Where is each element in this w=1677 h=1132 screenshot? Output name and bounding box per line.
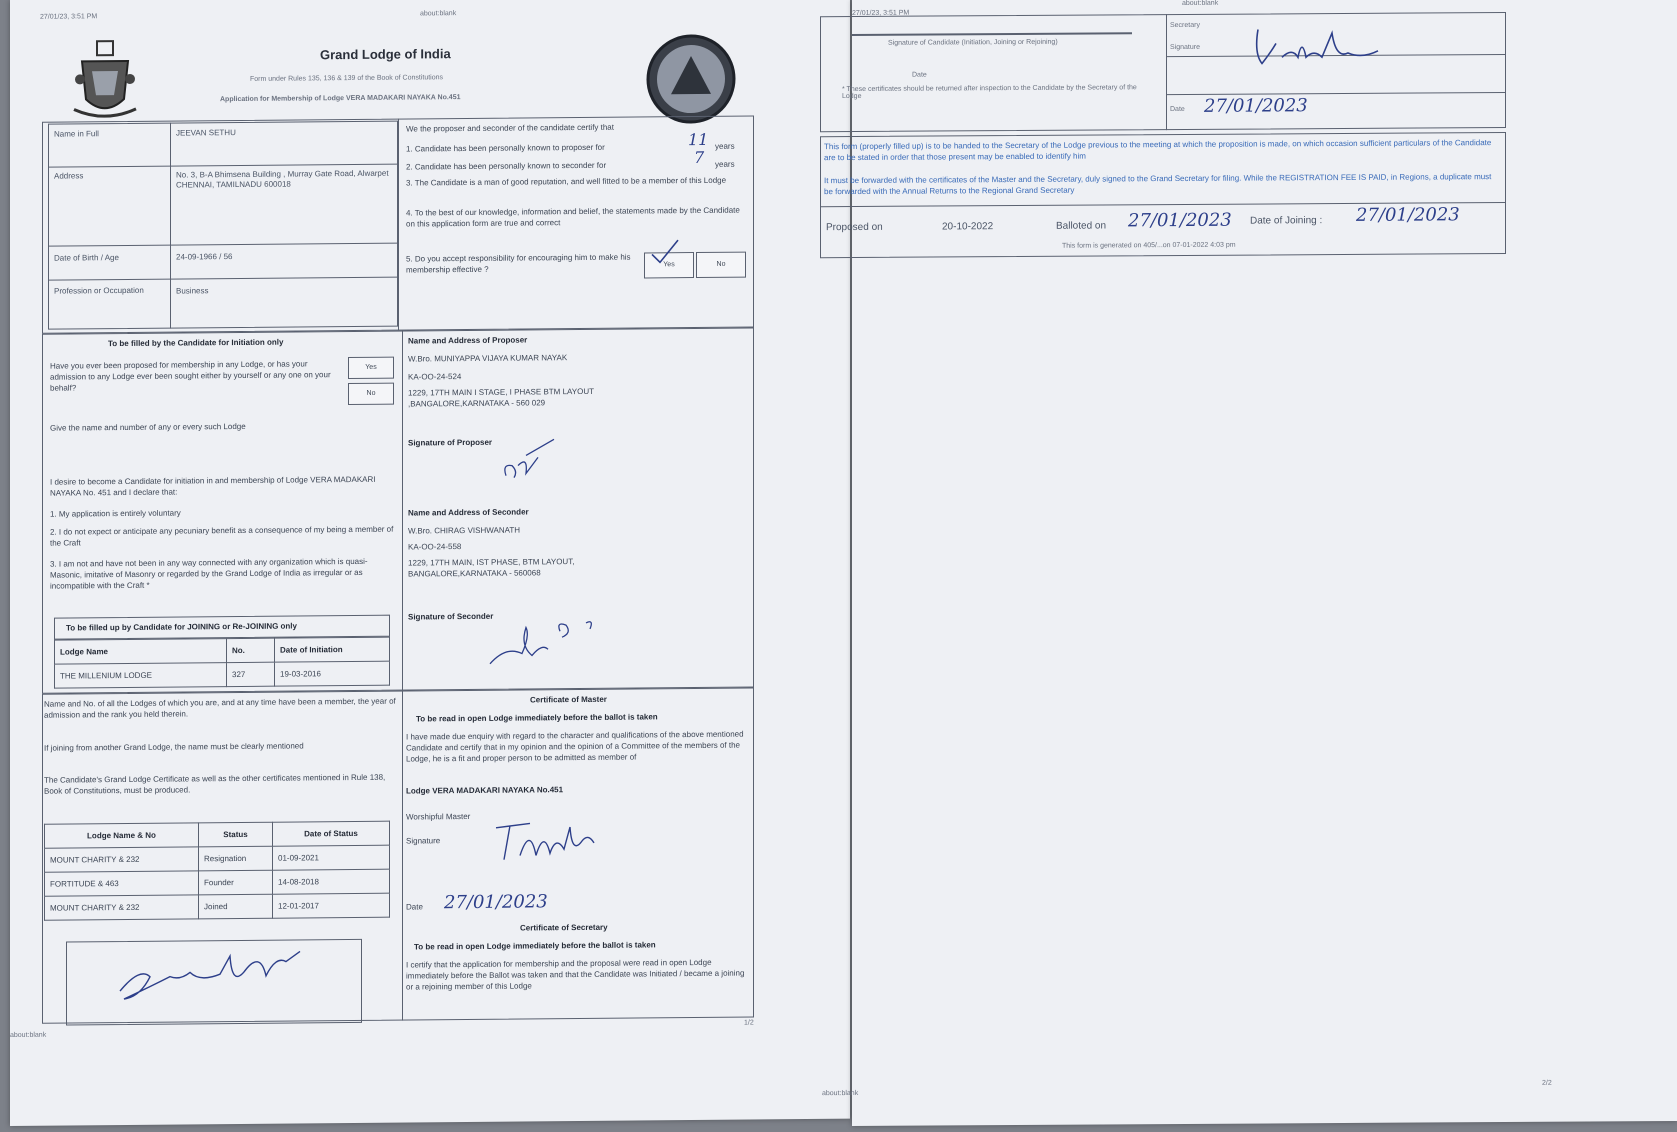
lodges-note-3: The Candidate's Grand Lodge Certificate as well as the other certificates mentioned in Rule 138, Book of Constitutions, must be produced. xyxy=(44,772,386,796)
worshipful-master-label: Worshipful Master xyxy=(406,811,471,822)
grand-lodge-seal-icon xyxy=(646,34,736,125)
table-row xyxy=(45,869,390,896)
joining-cell-no: 327 xyxy=(227,662,275,686)
certify-item-4: 4. To the best of our knowledge, information and belief, the statements made by the Candidate on this application form are true and correct xyxy=(406,205,740,229)
lodges-history-table xyxy=(44,821,390,921)
dob-value: 24-09-1966 / 56 xyxy=(176,252,233,262)
dob-label: Date of Birth / Age xyxy=(54,253,119,263)
secretary-date-label: Date xyxy=(1170,105,1185,114)
joining-col-lodge: Lodge Name xyxy=(55,639,227,665)
responsibility-yes-button[interactable]: Yes xyxy=(644,252,694,278)
seconder-heading: Name and Address of Seconder xyxy=(408,507,529,518)
balloted-on-label: Balloted on xyxy=(1056,220,1107,232)
secretary-date-value: 27/01/2023 xyxy=(1204,95,1308,117)
candidate-date-label: Date xyxy=(912,71,927,79)
history-col-lodge: Lodge Name & No xyxy=(45,823,199,848)
declaration-3: 3. I am not and have not been in any way connected with any organization which is quasi- Masonic, imitative of Masonry or regarded by the Grand Lodge of India as irregular or as incompatible with the Craft * xyxy=(50,556,368,591)
proposer-years-value: 11 xyxy=(688,129,709,150)
joining-cell-date: 19-03-2016 xyxy=(275,661,390,686)
history-cell-date: 12-01-2017 xyxy=(273,893,390,918)
proposer-signature-label: Signature of Proposer xyxy=(408,437,493,448)
responsibility-no-button[interactable]: No xyxy=(696,252,746,278)
prior-proposal-question: Have you ever been proposed for membership in any Lodge, or has your admission to any Lodge ever been sought either by yourself or any one on your behalf? xyxy=(50,359,331,393)
secretary-certificate-subheading: To be read in open Lodge immediately before the ballot is taken xyxy=(414,940,656,952)
secretary-signature-icon xyxy=(1252,23,1382,75)
master-certificate-subheading: To be read in open Lodge immediately before the ballot is taken xyxy=(416,712,658,724)
master-certificate-heading: Certificate of Master xyxy=(530,694,607,705)
form-title: Grand Lodge of India xyxy=(320,46,451,63)
master-date-value: 27/01/2023 xyxy=(444,891,548,914)
history-cell-date: 14-08-2018 xyxy=(273,869,390,894)
declaration-2: 2. I do not expect or anticipate any pecuniary benefit as a consequence of my being a member of the Craft xyxy=(50,524,394,548)
certify-item-5: 5. Do you accept responsibility for encouraging him to make his membership effective ? xyxy=(406,252,631,275)
give-lodge-name-instruction: Give the name and number of any or every such Lodge xyxy=(50,421,246,433)
seconder-signature-icon xyxy=(486,615,596,675)
seconder-id: KA-OO-24-558 xyxy=(408,542,462,552)
master-signature-label: Signature xyxy=(406,836,441,846)
history-cell-lodge: MOUNT CHARITY & 232 xyxy=(45,895,199,920)
joining-heading: To be filled up by Candidate for JOINING or Re-JOINING only xyxy=(66,621,297,633)
page-number: 2/2 xyxy=(1542,1079,1552,1087)
proposed-on-label: Proposed on xyxy=(826,221,883,234)
name-label: Name in Full xyxy=(54,129,99,139)
profession-value: Business xyxy=(176,286,209,296)
history-cell-status: Joined xyxy=(199,894,273,919)
table-row xyxy=(45,845,390,872)
seconder-address: 1229, 17TH MAIN, IST PHASE, BTM LAYOUT, BANGALORE,KARNATAKA - 560068 xyxy=(408,557,575,579)
address-value: No. 3, B-A Bhimsena Building , Murray Gate Road, Alwarpet CHENNAI, TAMILNADU 600018 xyxy=(176,168,389,190)
joining-cell-lodge: THE MILLENIUM LODGE xyxy=(55,663,227,689)
name-value: JEEVAN SETHU xyxy=(176,128,236,138)
certify-intro: We the proposer and seconder of the candidate certify that xyxy=(406,122,614,134)
footer-url: about:blank xyxy=(10,1031,47,1039)
balloted-on-value: 27/01/2023 xyxy=(1128,209,1232,232)
date-of-joining-label: Date of Joining : xyxy=(1250,215,1323,227)
date-of-joining-value: 27/01/2023 xyxy=(1356,204,1460,226)
secretary-signature-label: Signature xyxy=(1170,43,1200,52)
certify-item-3: 3. The Candidate is a man of good reputation, and well fitted to be a member of this Lodge xyxy=(406,175,727,188)
prior-proposal-no-button[interactable]: No xyxy=(348,383,394,405)
master-certificate-text: I have made due enquiry with regard to the character and qualifications of the above mentioned Candidate and certify that in my opinion and the opinion of a Committee of the members of the Lodge, he is a fit and proper person to be admitted as member of xyxy=(406,729,744,764)
candidate-signature-icon xyxy=(110,945,310,1012)
history-cell-status: Founder xyxy=(199,870,273,895)
address-label: Address xyxy=(54,171,84,181)
print-timestamp: 27/01/23, 3:51 PM xyxy=(852,9,910,17)
lodges-note-1: Name and No. of all the Lodges of which you are, and at any time have been a member, the year of admission and the rank you held therein. xyxy=(44,696,396,720)
history-cell-status: Resignation xyxy=(199,846,273,871)
joining-col-no: No. xyxy=(227,638,275,662)
master-signature-icon xyxy=(490,815,600,871)
master-certificate-lodge: Lodge VERA MADAKARI NAYAKA No.451 xyxy=(406,785,564,796)
proposer-id: KA-OO-24-524 xyxy=(408,372,462,382)
prior-proposal-yes-button[interactable]: Yes xyxy=(348,357,394,379)
seconder-years-value: 7 xyxy=(694,147,705,168)
yes-checkmark-icon xyxy=(650,238,680,269)
history-col-status: Status xyxy=(199,822,273,847)
form-page-1 xyxy=(10,0,850,1126)
secretary-label: Secretary xyxy=(1170,21,1200,30)
history-col-date: Date of Status xyxy=(273,821,390,846)
years-label-2: years xyxy=(715,159,735,169)
secretary-certificate-heading: Certificate of Secretary xyxy=(520,922,608,933)
page-number: 1/2 xyxy=(744,1019,754,1027)
secretary-certificate-text: I certify that the application for membership and the proposal were read in open Lodge immediately before the Ballot was taken and that the Candidate was Initiated / became a joining or a rejoining member of this Lodge xyxy=(406,957,745,992)
certificates-footnote: * These certificates should be returned after inspection to the Candidate by the Secretary of the Lodge xyxy=(842,84,1137,101)
print-timestamp: 27/01/23, 3:51 PM xyxy=(40,13,98,21)
notice-paragraph-2: It must be forwarded with the certificates of the Master and the Secretary, duly signed to the Grand Secretary for filing. While the REGISTRATION FEE IS PAID, in Regions, a duplicate must be forwarded with the Annual Returns to the Regional Grand Secretary xyxy=(824,172,1492,196)
application-line: Application for Membership of Lodge VERA MADAKARI NAYAKA No.451 xyxy=(220,94,461,104)
proposed-on-value: 20-10-2022 xyxy=(942,221,994,233)
seconder-name: W.Bro. CHIRAG VISHWANATH xyxy=(408,525,521,536)
proposer-signature-icon xyxy=(498,435,558,491)
candidate-details-table xyxy=(48,121,398,330)
form-subtitle: Form under Rules 135, 136 & 139 of the Book of Constitutions xyxy=(250,74,444,83)
print-url: about:blank xyxy=(1182,0,1219,7)
history-cell-lodge: FORTITUDE & 463 xyxy=(45,871,199,896)
table-row xyxy=(45,893,390,920)
profession-label: Profession or Occupation xyxy=(54,285,144,296)
print-url: about:blank xyxy=(420,10,457,18)
joining-table xyxy=(54,637,390,689)
certify-item-2: 2. Candidate has been personally known to seconder for xyxy=(406,160,607,172)
history-cell-lodge: MOUNT CHARITY & 232 xyxy=(45,847,199,872)
notice-paragraph-1: This form (properly filled up) is to be handed to the Secretary of the Lodge previous to the meeting at which the proposition is made, on which occasion sufficient particulars of the Candidate are to be stated in order that those present may be enabled to identify him xyxy=(824,138,1492,162)
grand-lodge-crest-icon xyxy=(72,39,138,126)
proposer-address: 1229, 17TH MAIN I STAGE, I PHASE BTM LAYOUT ,BANGALORE,KARNATAKA - 560 029 xyxy=(408,386,594,409)
generated-note: This form is generated on 405/...on 07-01-2022 4:03 pm xyxy=(1062,241,1236,250)
years-label-1: years xyxy=(715,141,735,151)
form-page-2 xyxy=(822,0,1677,1126)
footer-url: about:blank xyxy=(822,1089,859,1098)
declaration-1: 1. My application is entirely voluntary xyxy=(50,508,181,519)
candidate-desire-statement: I desire to become a Candidate for initiation in and membership of Lodge VERA MADAKARI NAYAKA No. 451 and I declare that: xyxy=(50,474,376,498)
initiation-heading: To be filled by the Candidate for Initiation only xyxy=(108,337,284,349)
lodges-note-2: If joining from another Grand Lodge, the name must be clearly mentioned xyxy=(44,741,304,753)
seconder-signature-label: Signature of Seconder xyxy=(408,611,494,622)
certify-item-1: 1. Candidate has been personally known to proposer for xyxy=(406,142,605,154)
candidate-signature-caption: Signature of Candidate (Initiation, Joining or Rejoining) xyxy=(888,38,1058,47)
proposer-name: W.Bro. MUNIYAPPA VIJAYA KUMAR NAYAK xyxy=(408,353,568,364)
history-cell-date: 01-09-2021 xyxy=(273,845,390,870)
master-date-label: Date xyxy=(406,902,423,912)
joining-col-date: Date of Initiation xyxy=(275,637,390,662)
proposer-heading: Name and Address of Proposer xyxy=(408,335,528,346)
